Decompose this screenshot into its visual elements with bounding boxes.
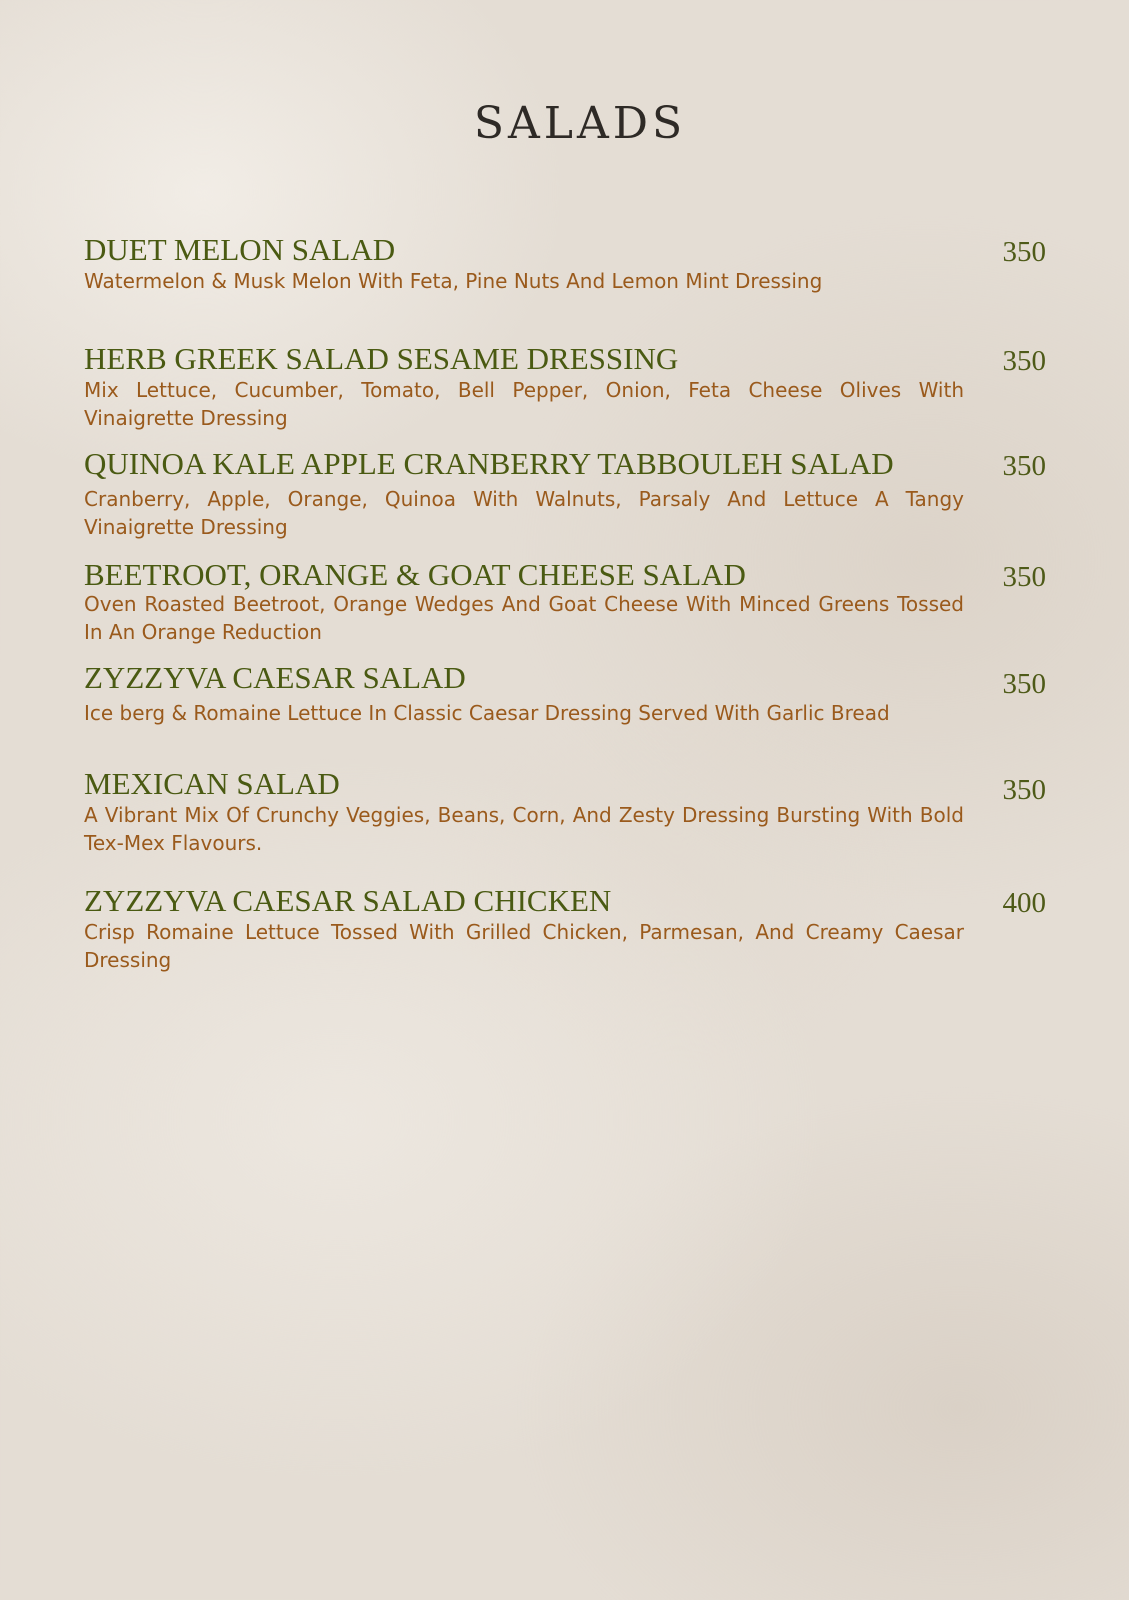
item-price: 350 — [1002, 450, 1046, 482]
item-price: 350 — [1002, 561, 1046, 593]
item-price: 350 — [1002, 345, 1046, 377]
item-price: 400 — [1002, 887, 1046, 919]
item-description: Watermelon & Musk Melon With Feta, Pine Nuts And Lemon Mint Dressing — [84, 269, 823, 293]
item-description: Crisp Romaine Lettuce Tossed With Grilled Chicken, Parmesan, And Creamy Caesar Dressing — [84, 920, 964, 972]
item-name: BEETROOT, ORANGE & GOAT CHEESE SALAD — [84, 557, 746, 592]
item-name: MEXICAN SALAD — [84, 766, 340, 801]
item-description: Cranberry, Apple, Orange, Quinoa With Walnuts, Parsaly And Lettuce A Tangy Vinaigrette Dressing — [84, 487, 964, 539]
item-name: DUET MELON SALAD — [84, 232, 396, 267]
menu-title: SALADS — [473, 98, 687, 149]
item-name: ZYZZYVA CAESAR SALAD CHICKEN — [84, 883, 612, 918]
item-description: A Vibrant Mix Of Crunchy Veggies, Beans, Corn, And Zesty Dressing Bursting With Bold Tex-Mex Flavours. — [84, 803, 964, 855]
item-description: Ice berg & Romaine Lettuce In Classic Caesar Dressing Served With Garlic Bread — [84, 701, 890, 725]
item-price: 350 — [1002, 774, 1046, 806]
item-price: 350 — [1002, 668, 1046, 700]
item-description: Oven Roasted Beetroot, Orange Wedges And Goat Cheese With Minced Greens Tossed In An Orange Reduction — [84, 592, 964, 644]
item-description: Mix Lettuce, Cucumber, Tomato, Bell Pepper, Onion, Feta Cheese Olives With Vinaigrette Dressing — [84, 378, 964, 430]
item-name: ZYZZYVA CAESAR SALAD — [84, 660, 466, 695]
item-name: HERB GREEK SALAD SESAME DRESSING — [84, 341, 679, 376]
item-name: QUINOA KALE APPLE CRANBERRY TABBOULEH SALAD — [84, 446, 894, 481]
item-price: 350 — [1002, 236, 1046, 268]
